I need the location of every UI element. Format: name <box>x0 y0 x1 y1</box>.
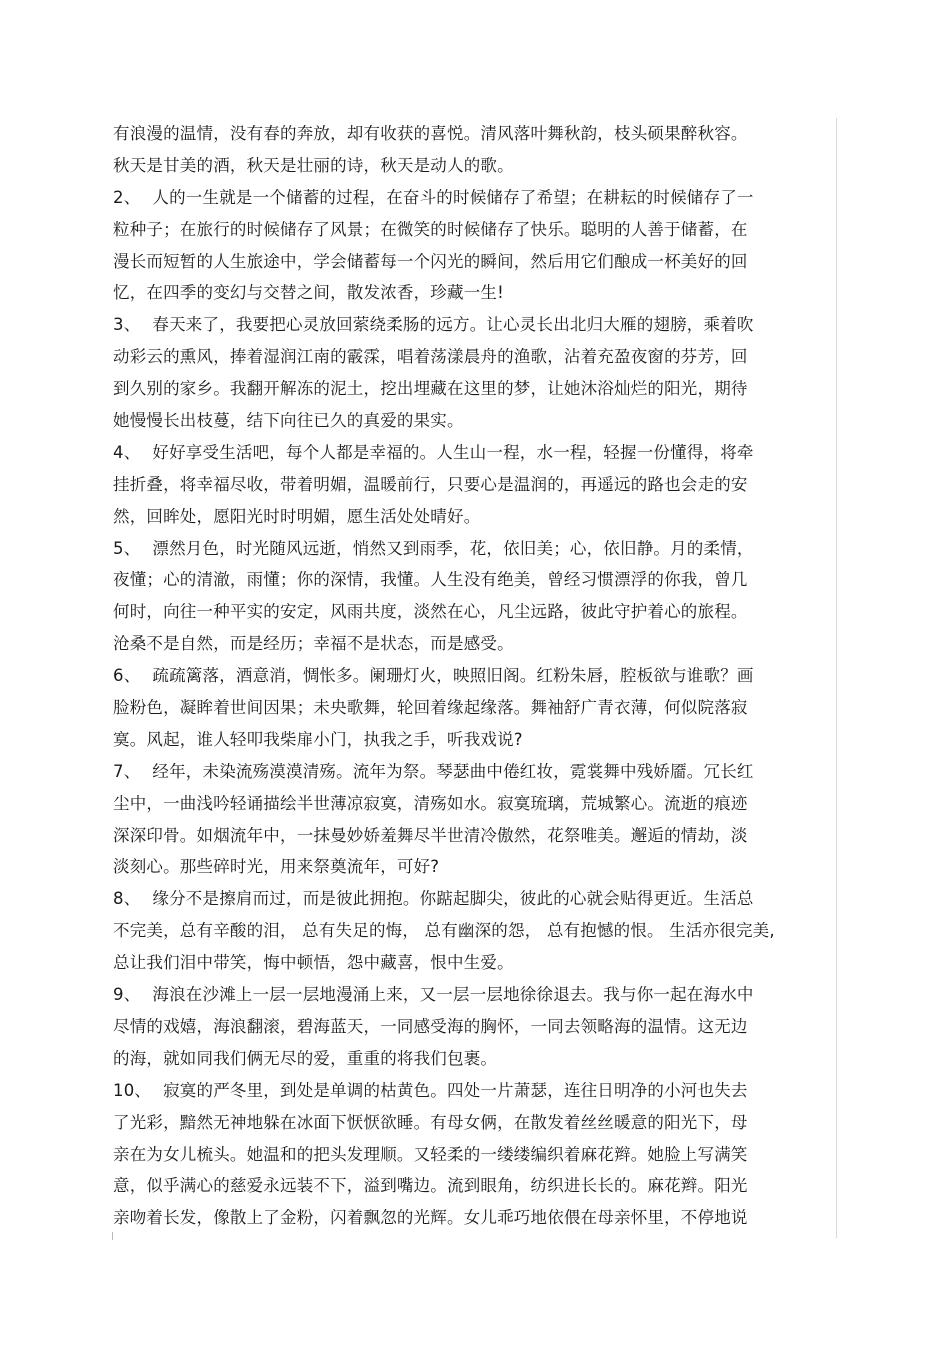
paragraph-line <box>113 1170 833 1202</box>
line-text: 深深印骨。如烟流年中，一抹曼妙娇羞舞尽半世清冷傲然，花祭唯美。邂逅的情劫，淡 <box>113 825 748 845</box>
line-text: 秋天是甘美的酒，秋天是壮丽的诗，秋天是动人的歌。 <box>113 155 514 175</box>
paragraph-number: 9、 <box>113 985 141 1005</box>
paragraph-line <box>113 628 833 660</box>
line-text: 人的一生就是一个储蓄的过程，在奋斗的时候储存了希望；在耕耘的时候储存了一 <box>152 187 754 207</box>
paragraph-line <box>113 915 833 947</box>
line-text: 忆，在四季的变幻与交替之间，散发浓香，珍藏一生! <box>113 283 504 303</box>
paragraph-line <box>113 1011 833 1043</box>
paragraph-line <box>113 724 833 756</box>
paragraph-line <box>113 692 833 724</box>
paragraph-first-line <box>113 883 833 915</box>
paragraph-line <box>113 1107 833 1139</box>
line-text: 好好享受生活吧，每个人都是幸福的。人生山一程，水一程，轻握一份懂得，将牵 <box>152 442 754 462</box>
paragraph-first-line <box>113 182 833 214</box>
line-text: 疏疏篱落，酒意消，惆怅多。阑珊灯火，映照旧阁。红粉朱唇，腔板欲与谁歌？画 <box>152 666 754 686</box>
paragraph-line <box>113 947 833 979</box>
paragraph-number: 6、 <box>113 666 141 686</box>
line-text: 总让我们泪中带笑，悔中顿悟，怨中藏喜，恨中生爱。 <box>113 953 514 973</box>
line-text: 的海，就如同我们俩无尽的爱，重重的将我们包裹。 <box>113 1048 498 1068</box>
line-text: 寞。风起，谁人轻叩我柴扉小门，执我之手，听我戏说? <box>113 729 523 749</box>
paragraph-line <box>113 1043 833 1075</box>
paragraph-line <box>113 214 833 246</box>
paragraph-line <box>113 596 833 628</box>
line-text: 意，似乎满心的慈爱永远装不下，溢到嘴边。流到眼角，纺织进长长的。麻花辫。阳光 <box>113 1176 748 1196</box>
paragraph-first-line <box>113 533 833 565</box>
paragraph-line <box>113 501 833 533</box>
line-text: 经年，未染流殇漠漠清殇。流年为祭。琴瑟曲中倦红妆，霓裳舞中残娇靥。冗长红 <box>152 761 754 781</box>
line-text: 然，回眸处，愿阳光时时明媚，愿生活处处晴好。 <box>113 506 481 526</box>
paragraph-line <box>113 820 833 852</box>
paragraph-number: 7、 <box>113 761 141 781</box>
line-text: 了光彩，黯然无神地躲在冰面下恹恹欲睡。有母女俩，在散发着丝丝暖意的阳光下，母 <box>113 1112 748 1132</box>
line-text: 缘分不是擦肩而过，而是彼此拥抱。你踮起脚尖，彼此的心就会贴得更近。生活总 <box>152 889 754 909</box>
paragraph-first-line <box>113 979 833 1011</box>
paragraph-first-line <box>113 1075 833 1107</box>
paragraph-first-line <box>113 437 833 469</box>
paragraph-first-line <box>113 309 833 341</box>
paragraph-line <box>113 373 833 405</box>
document-body <box>113 118 833 1234</box>
line-text: 夜懂；心的清澈，雨懂；你的深情，我懂。人生没有绝美，曾经习惯漂浮的你我，曾几 <box>113 570 748 590</box>
paragraph-number: 4、 <box>113 442 141 462</box>
paragraph-line <box>113 851 833 883</box>
paragraph-line <box>113 469 833 501</box>
paragraph-number: 8、 <box>113 889 141 909</box>
line-text: 何时，向往一种平实的安定，风雨共度，淡然在心，凡尘远路，彼此守护着心的旅程。 <box>113 602 748 622</box>
line-text: 淡刻心。那些碎时光，用来祭奠流年，可好? <box>113 857 440 877</box>
line-text: 春天来了，我要把心灵放回萦绕柔肠的远方。让心灵长出北归大雁的翅膀，乘着吹 <box>152 315 754 335</box>
paragraph-line <box>113 150 833 182</box>
paragraph-number: 10、 <box>113 1080 152 1100</box>
paragraph-line <box>113 788 833 820</box>
line-text: 挂折叠，将幸福尽收，带着明媚，温暖前行，只要心是温润的，再遥远的路也会走的安 <box>113 474 748 494</box>
paragraph-first-line <box>113 660 833 692</box>
line-text: 她慢慢长出枝蔓，结下向往已久的真爱的果实。 <box>113 411 464 431</box>
line-text: 漫长而短暂的人生旅途中，学会储蓄每一个闪光的瞬间，然后用它们酿成一杯美好的回 <box>113 251 748 271</box>
line-text: 海浪在沙滩上一层一层地漫涌上来，又一层一层地徐徐退去。我与你一起在海水中 <box>152 985 754 1005</box>
line-text: 有浪漫的温情，没有春的奔放，却有收获的喜悦。清风落叶舞秋韵，枝头硕果醉秋容。 <box>113 124 748 143</box>
paragraph-line <box>113 1202 833 1234</box>
paragraph-line <box>113 277 833 309</box>
line-text: 亲吻着长发，像散上了金粉，闪着飘忽的光辉。女儿乖巧地依偎在母亲怀里，不停地说 <box>113 1208 748 1228</box>
paragraph-line <box>113 246 833 278</box>
paragraph-first-line <box>113 756 833 788</box>
paragraph-number: 3、 <box>113 315 141 335</box>
paragraph-line <box>113 341 833 373</box>
line-text: 漂然月色，时光随风远逝，悄然又到雨季，花，依旧美；心，依旧静。月的柔情， <box>152 538 754 558</box>
line-text: 寂寞的严冬里，到处是单调的枯黄色。四处一片萧瑟，连往日明净的小河也失去 <box>163 1080 748 1100</box>
line-text: 脸粉色，凝眸着世间因果；未央歌舞，轮回着缘起缘落。舞袖舒广青衣薄，何似院落寂 <box>113 698 748 718</box>
line-text: 粒种子；在旅行的时候储存了风景；在微笑的时候储存了快乐。聪明的人善于储蓄，在 <box>113 219 748 239</box>
line-text: 尘中，一曲浅吟轻诵描绘半世薄凉寂寞，清殇如水。寂寞琉璃，荒城繁心。流逝的痕迹 <box>113 793 748 813</box>
line-text: 到久别的家乡。我翻开解冻的泥土，挖出埋藏在这里的梦，让她沐浴灿烂的阳光，期待 <box>113 379 748 399</box>
line-text: 不完美，总有辛酸的泪， 总有失足的悔， 总有幽深的怨， 总有抱憾的恨。 生活亦很完美, <box>113 921 775 941</box>
line-text: 尽情的戏嬉，海浪翻滚，碧海蓝天，一同感受海的胸怀，一同去领略海的温情。这无边 <box>113 1016 748 1036</box>
line-text: 动彩云的熏风，捧着湿润江南的霰霂，唱着荡漾晨舟的渔歌，沾着充盈夜窗的芬芳，回 <box>113 347 748 367</box>
line-text: 亲在为女儿梳头。她温和的把头发理顺。又轻柔的一缕缕编织着麻花辫。她脸上写满笑 <box>113 1144 748 1164</box>
paragraph-line <box>113 118 833 150</box>
paragraph-line <box>113 1139 833 1171</box>
page-edge-divider <box>836 118 837 1238</box>
paragraph-line <box>113 564 833 596</box>
line-text: 沧桑不是自然，而是经历；幸福不是状态，而是感受。 <box>113 634 514 654</box>
paragraph-number: 5、 <box>113 538 141 558</box>
paragraph-number: 2、 <box>113 187 141 207</box>
paragraph-line <box>113 405 833 437</box>
